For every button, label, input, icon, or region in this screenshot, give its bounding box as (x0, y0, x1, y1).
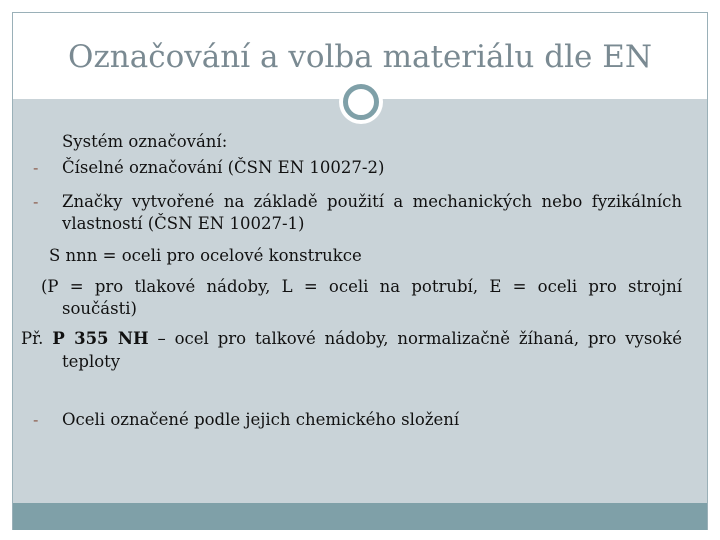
bullet-dash: - (33, 411, 39, 429)
slide-title: Označování a volba materiálu dle EN (68, 39, 652, 75)
example-description: – ocel pro talkové nádoby, normalizačně žíhaná, pro vysoké (157, 329, 683, 348)
slide (12, 12, 708, 530)
text-line-s-nnn: S nnn = oceli pro ocelové konstrukce (49, 246, 362, 265)
text-line-properties: vlastností (ČSN EN 10027-1) (62, 214, 305, 233)
footer-bar (13, 503, 707, 530)
text-line-pressure: (P = pro tlakové nádoby, L = oceli na potrubí, E = oceli pro strojní (41, 277, 682, 296)
text-line-system: Systém označování: (62, 132, 228, 151)
text-line-temperatures: teploty (62, 352, 121, 371)
bullet-dash: - (33, 159, 39, 177)
example-prefix: Př. (21, 329, 44, 348)
text-line-symbols: Značky vytvořené na základě použití a mechanických nebo fyzikálních (62, 192, 682, 211)
divider-circle-icon (343, 84, 379, 120)
text-line-numeric: Číselné označování (ČSN EN 10027-2) (62, 158, 385, 177)
example-grade: P 355 NH (52, 329, 149, 348)
text-line-example (21, 328, 682, 350)
text-line-parts: součásti) (62, 299, 137, 318)
bullet-dash: - (33, 193, 39, 211)
text-line-chemical: Oceli označené podle jejich chemického složení (62, 410, 460, 429)
